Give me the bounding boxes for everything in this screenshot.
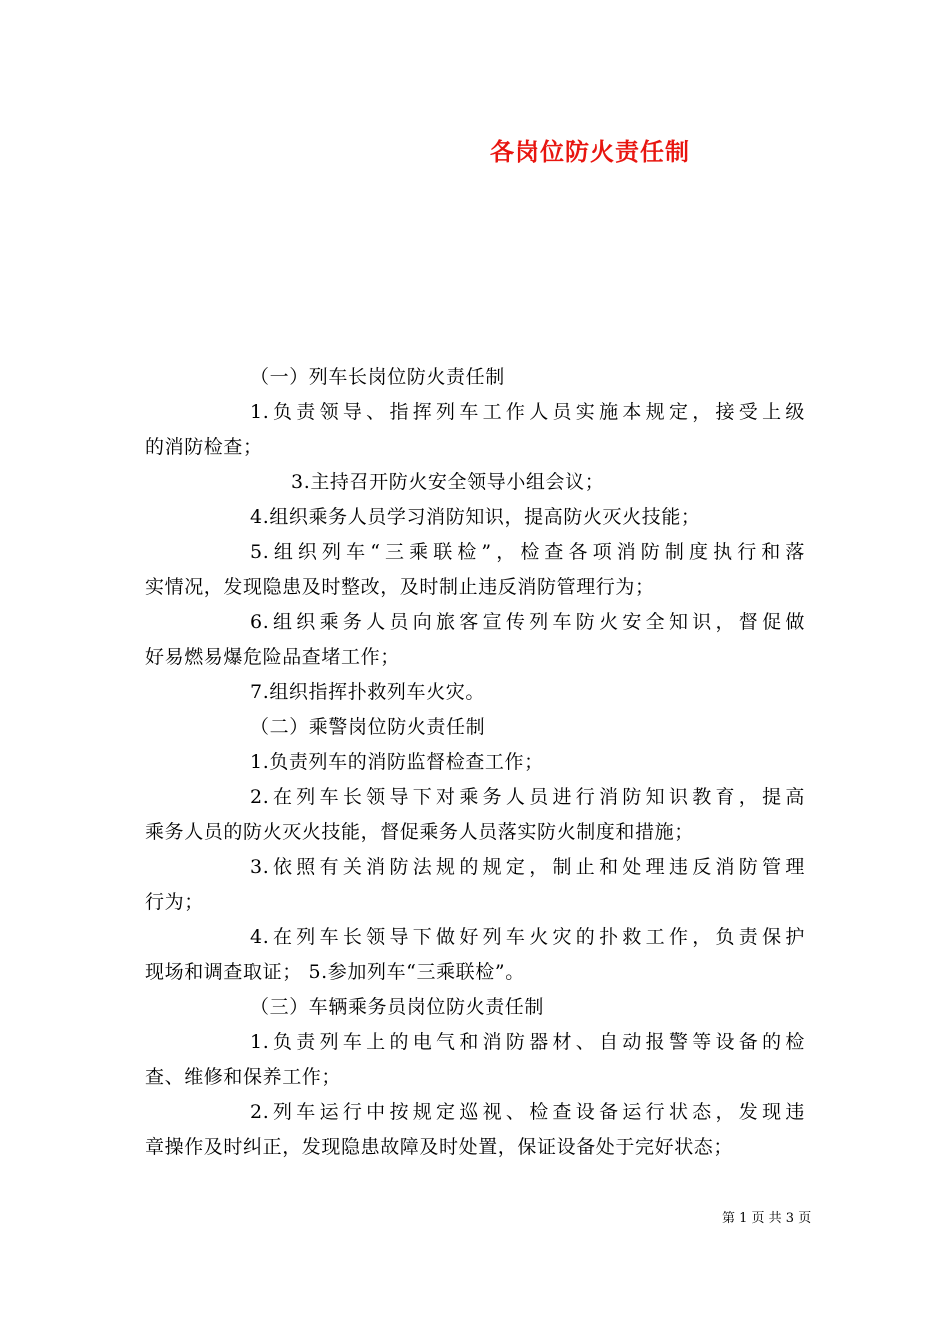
- paragraph-line: 好易燃易爆危险品查堵工作；: [145, 646, 400, 668]
- paragraph-line: 乘务人员的防火灭火技能，督促乘务人员落实防火制度和措施；: [145, 821, 694, 843]
- section-heading: （二）乘警岗位防火责任制: [250, 716, 486, 738]
- paragraph-line: 查、维修和保养工作；: [145, 1066, 342, 1088]
- document-body: [145, 360, 805, 1165]
- paragraph-line: 实情况，发现隐患及时整改，及时制止违反消防管理行为；: [145, 576, 655, 598]
- paragraph-line: 5.组织列车“三乘联检”，检查各项消防制度执行和落: [250, 541, 805, 563]
- paragraph-line: 现场和调查取证； 5.参加列车“三乘联检”。: [145, 961, 525, 983]
- paragraph-line: 1.负责列车的消防监督检查工作；: [250, 751, 544, 773]
- section-heading: （三）车辆乘务员岗位防火责任制: [250, 996, 545, 1018]
- document-title: 各岗位防火责任制: [490, 137, 690, 166]
- paragraph-line: 的消防检查；: [145, 436, 263, 458]
- paragraph-line: 3.主持召开防火安全领导小组会议；: [291, 471, 605, 493]
- paragraph-line: 1.负责领导、指挥列车工作人员实施本规定，接受上级: [250, 401, 805, 423]
- paragraph-line: 3.依照有关消防法规的规定，制止和处理违反消防管理: [250, 856, 805, 878]
- paragraph-line: 章操作及时纠正，发现隐患故障及时处置，保证设备处于完好状态；: [145, 1136, 734, 1158]
- paragraph-line: 1.负责列车上的电气和消防器材、自动报警等设备的检: [250, 1031, 805, 1053]
- paragraph-line: 2.列车运行中按规定巡视、检查设备运行状态，发现违: [250, 1101, 805, 1123]
- paragraph-line: 6.组织乘务人员向旅客宣传列车防火安全知识，督促做: [250, 611, 805, 633]
- page-footer: 第 1 页 共 3 页: [722, 1211, 812, 1226]
- paragraph-line: 4.组织乘务人员学习消防知识，提高防火灭火技能；: [250, 506, 701, 528]
- paragraph-line: 行为；: [145, 891, 204, 913]
- paragraph-line: 2.在列车长领导下对乘务人员进行消防知识教育，提高: [250, 786, 805, 808]
- paragraph-line: 7.组织指挥扑救列车火灾。: [250, 681, 485, 703]
- paragraph-line: 4.在列车长领导下做好列车火灾的扑救工作，负责保护: [250, 926, 805, 948]
- section-heading: （一）列车长岗位防火责任制: [250, 366, 505, 388]
